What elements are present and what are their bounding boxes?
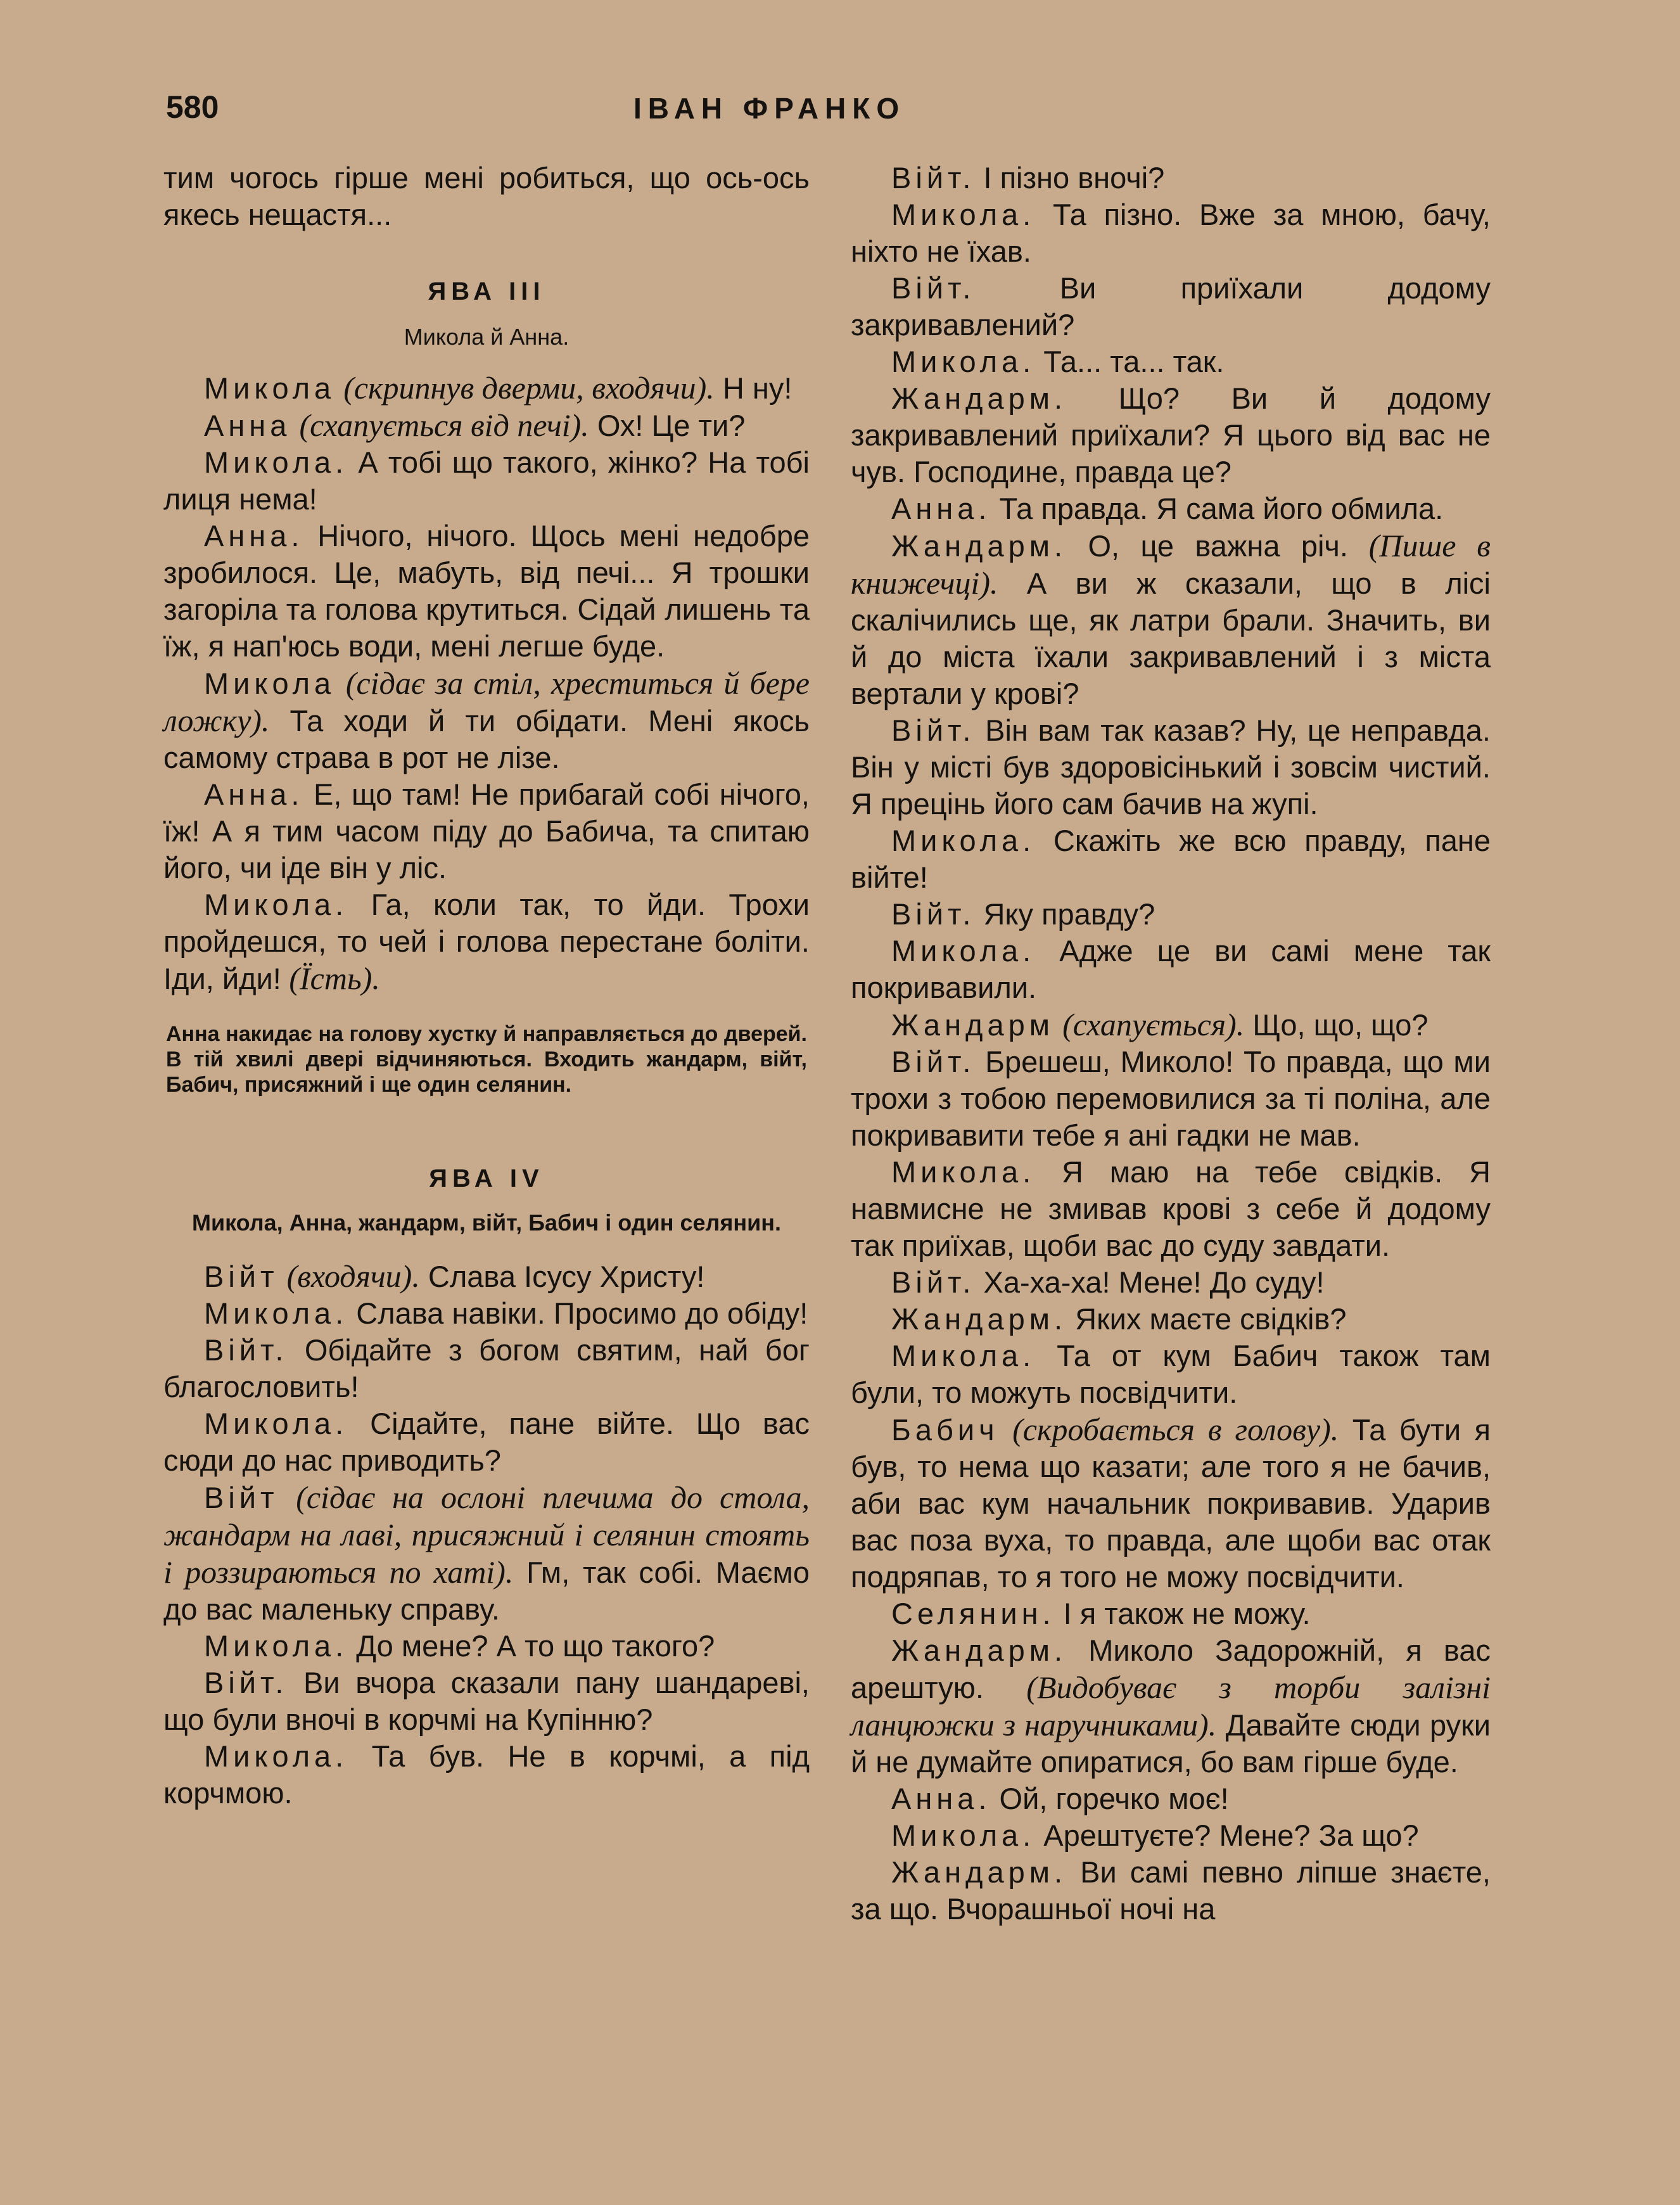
speaker: Жандарм.: [891, 1633, 1067, 1667]
replica: [851, 490, 1491, 527]
stage-direction: (входячи).: [286, 1258, 420, 1294]
replica-text: Та от кум Бабич також там були, то можуть посвідчити.: [851, 1339, 1491, 1409]
speaker: Микола.: [204, 1739, 348, 1773]
speaker: Микола.: [204, 888, 348, 921]
replica: [163, 1405, 810, 1479]
speaker: Анна.: [891, 492, 991, 525]
replica: [163, 1295, 810, 1332]
replica: [851, 380, 1491, 490]
speaker: Жандарм: [891, 1008, 1055, 1042]
speaker: Війт.: [204, 1333, 288, 1367]
running-head: ІВАН ФРАНКО: [633, 92, 906, 125]
replica: [851, 1264, 1491, 1301]
speaker: Жандарм.: [891, 1302, 1067, 1336]
paragraph: тим чогось гірше мені робиться, що ось-ось якесь нещастя...: [163, 161, 810, 231]
speaker: Микола.: [204, 1629, 348, 1663]
replica-text: Яку правду?: [975, 897, 1155, 931]
replica: [163, 1332, 810, 1405]
replica-text: Га, коли так, то йди. Трохи пройдешся, то чей і голова перестане боліти. Іди, йди!: [163, 888, 810, 995]
replica-text: Н ну!: [714, 371, 792, 405]
replica-text: Я маю на тебе свідків. Я навмисне не змивав крові з себе й додому так приїхав, щоби вас до суду завдати.: [851, 1155, 1491, 1262]
replica-text: Та ходи й ти обідати. Мені якось самому страва в рот не лізе.: [163, 704, 810, 774]
replica-text: Брешеш, Миколо! То правда, що ми трохи з тобою перемовилися за ті поліна, але покривавити тебе я ані гадки не мав.: [851, 1045, 1491, 1152]
speaker: Микола: [204, 667, 336, 700]
speaker: Селянин.: [891, 1597, 1055, 1630]
replica-text: О, це важна річ.: [1067, 529, 1348, 563]
replica-text: Е, що там! Не прибагай собі нічого, їж! А я тим часом піду до Бабича, та спитаю його, чи іде він у ліс.: [163, 777, 810, 885]
replica: [851, 933, 1491, 1006]
replica: [851, 1632, 1491, 1780]
replica-text: Яких маєте свідків?: [1067, 1302, 1347, 1336]
replica-text: Скажіть же всю правду, пане війте!: [851, 824, 1491, 894]
replica-text: Та правда. Я сама його обмила.: [991, 492, 1444, 525]
replica: [851, 196, 1491, 270]
scene-cast: Микола, Анна, жандарм, війт, Бабич і один селянин.: [191, 1210, 782, 1236]
replica: [851, 527, 1491, 712]
right-column: [851, 160, 1491, 1927]
replica-text: Слава Ісусу Христу!: [419, 1260, 705, 1293]
replica-text: Адже це ви самі мене так покривавили.: [851, 934, 1491, 1004]
replica: [163, 1479, 810, 1628]
replica-text: Ох! Це ти?: [589, 409, 746, 442]
speaker: Микола.: [891, 934, 1036, 968]
speaker: Війт: [204, 1260, 279, 1293]
replica-text: Та був. Не в корчмі, а під корчмою.: [163, 1739, 810, 1810]
scene-cast: Микола й Анна.: [404, 324, 570, 350]
replica-text: Обідайте з богом святим, най бог благословить!: [163, 1333, 810, 1403]
replica-text: Ви вчора сказали пану шандареві, що були вночі в корчмі на Купінню?: [163, 1666, 810, 1736]
replica: [851, 160, 1491, 196]
replica-text: Та бути я був, то нема що казати; але того я не бачив, аби вас кум начальник покривавив. Ударив вас поза вуха, то правда, але щоби вас отак подряпав, то я того не можу посвідчити.: [851, 1413, 1491, 1594]
replica: [851, 1780, 1491, 1817]
speaker: Війт.: [204, 1666, 288, 1699]
stage-direction: (схапується).: [1062, 1007, 1245, 1042]
replica: [163, 1258, 810, 1295]
speaker: Жандарм.: [891, 1855, 1067, 1889]
speaker: Микола.: [891, 1155, 1036, 1189]
scene-title: ЯВА III: [428, 278, 545, 305]
replica-text: І я також не можу.: [1055, 1597, 1311, 1630]
speaker: Бабич: [891, 1413, 999, 1447]
speaker: Війт.: [891, 1045, 976, 1078]
replica-text: Ха-ха-ха! Мене! До суду!: [975, 1265, 1325, 1299]
replica: [163, 369, 810, 407]
replica-text: Ой, горечко моє!: [991, 1782, 1229, 1815]
speaker: Війт.: [891, 271, 976, 305]
speaker: Жандарм.: [891, 529, 1067, 563]
stage-direction-block: Анна накидає на голову хустку й направляється до дверей. В тій хвилі двері відчиняються. Входить жандарм, війт, Бабич, присяжний і ще один селянин.: [166, 1022, 807, 1097]
replica: [851, 1411, 1491, 1595]
replica-text: Що, що, що?: [1244, 1008, 1429, 1042]
replica: [163, 776, 810, 886]
left-column: [163, 160, 810, 1812]
speaker: Жандарм.: [891, 381, 1067, 415]
stage-direction: (скрипнув дверми, входячи).: [343, 370, 715, 406]
speaker: Війт.: [891, 1265, 976, 1299]
speaker: Микола.: [204, 1296, 348, 1330]
stage-direction: (сідає за стіл, хреститься й бере ложку).: [163, 665, 810, 738]
replica-text: Та пізно. Вже за мною, бачу, ніхто не їхав.: [851, 198, 1491, 268]
replica: [163, 1665, 810, 1738]
replica-text: Ви приїхали додому закривавлений?: [851, 271, 1491, 342]
replica: [851, 1044, 1491, 1154]
speaker: Війт.: [891, 713, 976, 747]
speaker: Війт.: [891, 897, 976, 931]
stage-direction: (Пише в книжечці).: [851, 528, 1491, 601]
replica: [851, 822, 1491, 896]
replica-text: Нічого, нічого. Щось мені недобре зробилося. Це, мабуть, від печі... Я трошки загоріла та голова крутиться. Сідай лишень та їж, я нап'юсь води, мені легше буде.: [163, 519, 810, 663]
replica-text: Та... та... так.: [1035, 345, 1225, 378]
replica: [163, 1628, 810, 1665]
replica: [851, 1817, 1491, 1854]
replica: [851, 270, 1491, 343]
replica: [851, 712, 1491, 822]
replica-text: І пізно вночі?: [975, 161, 1165, 195]
replica: [163, 886, 810, 997]
replica-text: Миколо Задорожній, я вас арештую.: [851, 1633, 1491, 1704]
replica: [851, 1301, 1491, 1338]
replica-text: А тобі що такого, жінко? На тобі лиця нема!: [163, 445, 810, 516]
speaker: Анна: [204, 409, 291, 442]
speaker: Микола.: [891, 198, 1036, 231]
replica: [851, 1006, 1491, 1044]
speaker: Війт.: [891, 161, 976, 195]
replica-text: Гм, так собі. Маємо до вас маленьку справу.: [163, 1556, 810, 1626]
replica: [851, 1595, 1491, 1632]
replica: [163, 444, 810, 518]
speaker: Микола.: [204, 445, 348, 479]
stage-direction: (сідає на ослоні плечима до стола, жандарм на лаві, присяжний і селянин стоять і роззираються по хаті).: [163, 1480, 810, 1590]
replica: [851, 343, 1491, 380]
replica-text: Слава навіки. Просимо до обіду!: [348, 1296, 808, 1330]
speaker: Анна.: [204, 777, 304, 811]
speaker: Микола.: [891, 1818, 1036, 1852]
stage-direction: (схапується від печі).: [299, 407, 589, 443]
replica: [163, 518, 810, 665]
replica-text: Давайте сюди руки й не думайте опиратися, бо вам гірше буде.: [851, 1708, 1491, 1779]
replica: [163, 665, 810, 776]
page-number: 580: [166, 89, 219, 125]
scene-title: ЯВА IV: [429, 1165, 544, 1192]
replica: [851, 1854, 1491, 1927]
replica-text: Що? Ви й додому закривавлений приїхали? Я цього від вас не чув. Господине, правда це?: [851, 381, 1491, 489]
replica: [163, 407, 810, 444]
replica: [851, 1154, 1491, 1264]
speaker: Микола.: [891, 824, 1036, 857]
speaker: Анна.: [204, 519, 304, 553]
stage-direction: (скробається в голову).: [1012, 1412, 1339, 1447]
speaker: Війт: [204, 1481, 279, 1514]
replica-text: Ви самі певно ліпше знаєте, за що. Вчорашньої ночі на: [851, 1855, 1491, 1926]
replica-text: Сідайте, пане війте. Що вас сюди до нас приводить?: [163, 1407, 810, 1477]
replica-text: А ви ж сказали, що в лісі скалічились ще, як латри брали. Значить, ви й до міста їхали закривавлений і з міста вертали у крові?: [851, 566, 1491, 710]
speaker: Микола.: [204, 1407, 348, 1440]
replica: [851, 1338, 1491, 1411]
speaker: Микола.: [891, 1339, 1036, 1372]
replica-text: До мене? А то що такого?: [348, 1629, 715, 1663]
replica-text: Він вам так казав? Ну, це неправда. Він у місті був здоровісінький і зовсім чистий. Я прецінь його сам бачив на жупі.: [851, 713, 1491, 821]
speaker: Микола.: [891, 345, 1036, 378]
speaker: Микола: [204, 371, 336, 405]
replica: [163, 1738, 810, 1812]
stage-direction: (Їсть).: [281, 961, 380, 996]
stage-direction: (Видобуває з торби залізні ланцюжки з наручниками).: [851, 1670, 1491, 1742]
replica-text: Арештуєте? Мене? За що?: [1035, 1818, 1419, 1852]
replica: [851, 896, 1491, 933]
speaker: Анна.: [891, 1782, 991, 1815]
